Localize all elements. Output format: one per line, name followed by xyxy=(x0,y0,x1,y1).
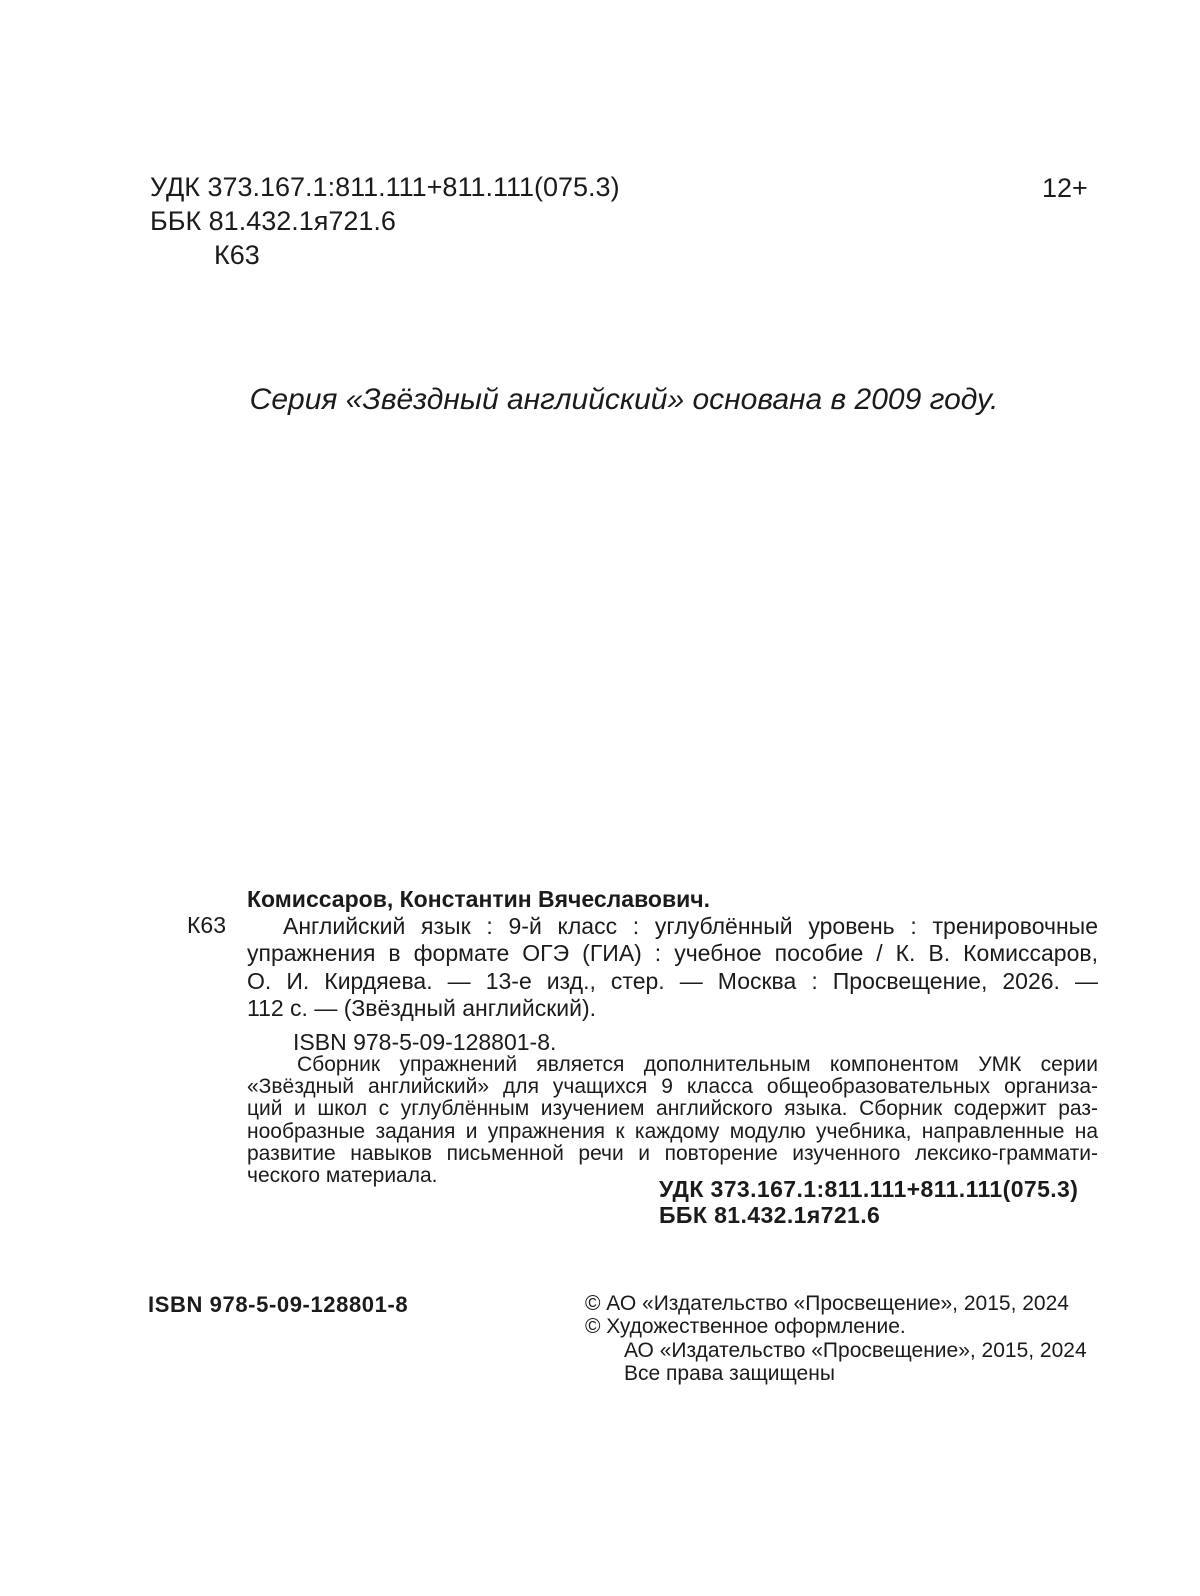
catalog-card-line: упражнения в формате ОГЭ (ГИА) : учебное пособие / К. В. Комиссаров, xyxy=(247,940,1098,967)
footer-isbn: ISBN 978-5-09-128801-8 xyxy=(148,1292,409,1317)
catalog-card-line: 112 с. — (Звёздный английский). xyxy=(247,994,597,1021)
age-rating-label: 12+ xyxy=(1042,173,1088,203)
classification-codes-bold-block xyxy=(659,1177,1078,1228)
annotation-line: ций и школ с углублённым изучением английского языка. Сборник содержит раз- xyxy=(247,1097,1098,1121)
annotation-line: ческого материала. xyxy=(247,1164,438,1188)
series-note: Серия «Звёздный английский» основана в 2009 году. xyxy=(249,383,999,416)
copyright-block xyxy=(585,1292,1087,1386)
classification-codes-block xyxy=(150,170,620,272)
copyright-line: АО «Издательство «Просвещение», 2015, 2024 xyxy=(624,1338,1087,1362)
catalog-card-line: Английский язык : 9-й класс : углублённый уровень : тренировочные xyxy=(283,913,1098,940)
catalog-card-block xyxy=(247,886,1098,1056)
copyright-line: © АО «Издательство «Просвещение», 2015, 2024 xyxy=(585,1292,1069,1315)
annotation-line: нообразные задания и упражнения к каждому модулю учебника, направленные на xyxy=(247,1119,1098,1143)
catalog-card-isbn: ISBN 978-5-09-128801-8. xyxy=(293,1029,557,1056)
udk-code-bold: УДК 373.167.1:811.111+811.111(075.3) xyxy=(659,1176,1079,1202)
copyright-line: © Художественное оформление. xyxy=(585,1315,906,1339)
copyright-line: Все права защищены xyxy=(624,1362,835,1386)
annotation-line: развитие навыков письменной речи и повторение изученного лексико-граммати- xyxy=(247,1141,1098,1165)
catalog-card-author-sign: К63 xyxy=(187,912,226,938)
annotation-line: «Звёздный английский» для учащихся 9 класса общеобразовательных организа- xyxy=(247,1075,1098,1099)
annotation-line: Сборник упражнений является дополнительным компонентом УМК серии xyxy=(297,1053,1098,1076)
bbk-code: ББК 81.432.1я721.6 xyxy=(150,206,396,236)
catalog-card-line: О. И. Кирдяева. — 13-е изд., стер. — Москва : Просвещение, 2026. — xyxy=(247,967,1098,994)
udk-code: УДК 373.167.1:811.111+811.111(075.3) xyxy=(150,172,620,202)
catalog-card-heading: Комиссаров, Константин Вячеславович. xyxy=(247,886,710,912)
bbk-code-bold: ББК 81.432.1я721.6 xyxy=(659,1201,881,1228)
author-sign-code: К63 xyxy=(214,240,260,270)
annotation-block xyxy=(247,1054,1098,1187)
